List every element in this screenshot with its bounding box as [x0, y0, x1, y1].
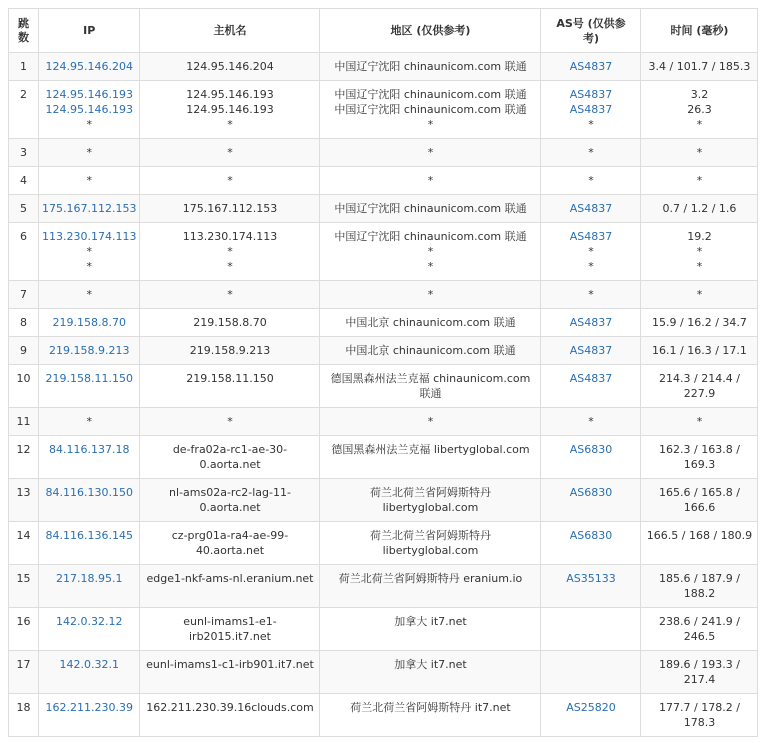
region-cell	[320, 139, 541, 167]
hostname-cell	[140, 195, 320, 223]
table-row	[9, 139, 758, 167]
time-value: 3.4 / 101.7 / 185.3	[648, 60, 751, 73]
ip-cell	[39, 195, 140, 223]
region-cell	[320, 53, 541, 81]
region-value: *	[427, 146, 434, 159]
time-value: 166.5 / 168 / 180.9	[646, 529, 753, 542]
asn-line	[544, 315, 637, 330]
ip-cell	[39, 139, 140, 167]
ip-line	[42, 442, 136, 457]
asn-link[interactable]: AS25820	[566, 701, 616, 714]
hostname-cell	[140, 167, 320, 195]
hop-cell: 4	[9, 167, 39, 195]
time-cell	[641, 436, 758, 479]
hop-cell: 6	[9, 223, 39, 281]
time-value: 26.3	[687, 103, 712, 116]
region-cell	[320, 436, 541, 479]
time-value: 16.1 / 16.3 / 17.1	[652, 344, 747, 357]
hop-cell: 18	[9, 694, 39, 737]
ip-line	[42, 371, 136, 386]
table-row	[9, 565, 758, 608]
region-value: 荷兰北荷兰省阿姆斯特丹 it7.net	[350, 701, 511, 714]
time-value: *	[696, 118, 703, 131]
table-row	[9, 281, 758, 309]
table-row	[9, 694, 758, 737]
ip-cell	[39, 651, 140, 694]
time-cell	[641, 281, 758, 309]
asn-link[interactable]: AS6830	[569, 443, 613, 456]
hop-cell: 15	[9, 565, 39, 608]
hop-cell: 9	[9, 337, 39, 365]
header-asn: AS号 (仅供参考)	[541, 9, 641, 53]
ip-cell	[39, 365, 140, 408]
region-cell	[320, 167, 541, 195]
host-value: nl-ams02a-rc2-lag-11-0.aorta.net	[169, 486, 291, 514]
header-time: 时间 (毫秒)	[641, 9, 758, 53]
time-cell	[641, 81, 758, 139]
hostname-cell	[140, 139, 320, 167]
region-cell	[320, 479, 541, 522]
table-row	[9, 195, 758, 223]
hostname-cell	[140, 81, 320, 139]
hostname-cell	[140, 565, 320, 608]
ip-cell	[39, 608, 140, 651]
table-row	[9, 608, 758, 651]
time-cell	[641, 309, 758, 337]
ip-value: *	[86, 118, 92, 131]
time-value: *	[696, 260, 703, 273]
asn-line	[544, 102, 637, 117]
ip-line	[42, 485, 136, 500]
asn-cell	[541, 408, 641, 436]
time-value: *	[696, 288, 703, 301]
asn-link[interactable]: AS4837	[569, 344, 613, 357]
host-value: *	[227, 146, 233, 159]
region-value: 加拿大 it7.net	[394, 615, 467, 628]
region-value: *	[427, 118, 434, 131]
asn-cell	[541, 608, 641, 651]
ip-line	[42, 571, 136, 586]
time-value: 165.6 / 165.8 / 166.6	[659, 486, 740, 514]
hop-cell: 3	[9, 139, 39, 167]
asn-cell	[541, 365, 641, 408]
table-row	[9, 223, 758, 281]
time-value: 185.6 / 187.9 / 188.2	[659, 572, 740, 600]
region-value: *	[427, 415, 434, 428]
hostname-cell	[140, 408, 320, 436]
asn-line	[544, 343, 637, 358]
region-cell	[320, 522, 541, 565]
region-value: 中国北京 chinaunicom.com 联通	[345, 316, 516, 329]
table-row	[9, 651, 758, 694]
region-cell	[320, 281, 541, 309]
region-value: 中国辽宁沈阳 chinaunicom.com 联通	[334, 230, 527, 243]
time-cell	[641, 565, 758, 608]
asn-cell	[541, 81, 641, 139]
time-value: 0.7 / 1.2 / 1.6	[662, 202, 737, 215]
ip-cell	[39, 223, 140, 281]
asn-line	[544, 571, 637, 586]
asn-value: *	[588, 174, 594, 187]
region-cell	[320, 608, 541, 651]
time-value: 214.3 / 214.4 / 227.9	[659, 372, 740, 400]
asn-link[interactable]: AS4837	[569, 88, 613, 101]
asn-cell	[541, 565, 641, 608]
ip-link[interactable]: 175.167.112.153	[42, 202, 137, 215]
ip-link[interactable]: 84.116.137.18	[49, 443, 130, 456]
region-cell	[320, 195, 541, 223]
region-cell	[320, 365, 541, 408]
header-ip: IP	[39, 9, 140, 53]
asn-line	[544, 528, 637, 543]
region-value: 加拿大 it7.net	[394, 658, 467, 671]
asn-value: *	[588, 260, 594, 273]
asn-cell	[541, 139, 641, 167]
hop-cell: 7	[9, 281, 39, 309]
hostname-cell	[140, 365, 320, 408]
ip-cell	[39, 81, 140, 139]
table-row	[9, 309, 758, 337]
region-cell	[320, 223, 541, 281]
table-body	[9, 53, 758, 737]
asn-line	[544, 229, 637, 244]
time-value: 189.6 / 193.3 / 217.4	[659, 658, 740, 686]
time-cell	[641, 479, 758, 522]
time-cell	[641, 522, 758, 565]
hop-cell: 11	[9, 408, 39, 436]
ip-cell	[39, 522, 140, 565]
ip-line	[42, 229, 136, 244]
hostname-cell	[140, 608, 320, 651]
ip-link[interactable]: 124.95.146.204	[45, 60, 133, 73]
traceroute-table	[8, 8, 758, 737]
asn-cell	[541, 651, 641, 694]
ip-line	[42, 700, 136, 715]
host-value: *	[227, 174, 233, 187]
hop-cell: 5	[9, 195, 39, 223]
ip-line	[42, 614, 136, 629]
table-row	[9, 81, 758, 139]
ip-link[interactable]: 219.158.11.150	[45, 372, 133, 385]
ip-cell	[39, 53, 140, 81]
ip-line	[42, 343, 136, 358]
time-value: 177.7 / 178.2 / 178.3	[659, 701, 740, 729]
ip-line	[42, 102, 136, 117]
time-value: *	[696, 174, 703, 187]
host-value: cz-prg01a-ra4-ae-99-40.aorta.net	[171, 529, 289, 557]
ip-link[interactable]: 219.158.8.70	[52, 316, 126, 329]
hop-cell: 8	[9, 309, 39, 337]
host-value: 124.95.146.193	[186, 88, 274, 101]
host-value: *	[227, 118, 233, 131]
host-value: eunl-imams1-e1-irb2015.it7.net	[183, 615, 277, 643]
region-value: 荷兰北荷兰省阿姆斯特丹 libertyglobal.com	[369, 486, 491, 514]
asn-value: *	[588, 118, 594, 131]
host-value: 124.95.146.204	[186, 60, 274, 73]
host-value: 162.211.230.39.16clouds.com	[146, 701, 314, 714]
hop-cell: 10	[9, 365, 39, 408]
ip-cell	[39, 167, 140, 195]
ip-line	[42, 315, 136, 330]
asn-cell	[541, 309, 641, 337]
time-value: *	[696, 245, 703, 258]
ip-cell	[39, 408, 140, 436]
region-value: 中国北京 chinaunicom.com 联通	[345, 344, 516, 357]
ip-line	[42, 528, 136, 543]
region-value: *	[427, 174, 434, 187]
table-row	[9, 337, 758, 365]
host-value: eunl-imams1-c1-irb901.it7.net	[146, 658, 314, 671]
ip-line	[42, 657, 136, 672]
table-header-row	[9, 9, 758, 53]
ip-link[interactable]: 124.95.146.193	[45, 88, 133, 101]
asn-link[interactable]: AS4837	[569, 372, 613, 385]
time-value: 19.2	[687, 230, 712, 243]
hostname-cell	[140, 651, 320, 694]
time-value: 238.6 / 241.9 / 246.5	[659, 615, 740, 643]
ip-value: *	[86, 260, 92, 273]
header-region: 地区 (仅供参考)	[320, 9, 541, 53]
time-cell	[641, 195, 758, 223]
ip-cell	[39, 694, 140, 737]
asn-link[interactable]: AS35133	[566, 572, 616, 585]
hop-cell: 1	[9, 53, 39, 81]
ip-cell	[39, 565, 140, 608]
ip-value: *	[86, 174, 92, 187]
table-row	[9, 522, 758, 565]
ip-value: *	[86, 288, 92, 301]
asn-cell	[541, 223, 641, 281]
ip-link[interactable]: 113.230.174.113	[42, 230, 137, 243]
host-value: edge1-nkf-ams-nl.eranium.net	[146, 572, 314, 585]
header-host: 主机名	[140, 9, 320, 53]
time-cell	[641, 139, 758, 167]
asn-link[interactable]: AS4837	[569, 316, 613, 329]
ip-line	[42, 59, 136, 74]
region-cell	[320, 81, 541, 139]
hostname-cell	[140, 309, 320, 337]
asn-value: *	[588, 245, 594, 258]
asn-link[interactable]: AS4837	[569, 60, 613, 73]
region-value: 德国黑森州法兰克福 libertyglobal.com	[331, 443, 530, 456]
asn-value: *	[588, 288, 594, 301]
region-value: 中国辽宁沈阳 chinaunicom.com 联通	[334, 88, 527, 101]
ip-line	[42, 87, 136, 102]
host-value: 124.95.146.193	[186, 103, 274, 116]
time-value: 162.3 / 163.8 / 169.3	[659, 443, 740, 471]
time-cell	[641, 694, 758, 737]
region-cell	[320, 408, 541, 436]
hostname-cell	[140, 436, 320, 479]
host-value: 175.167.112.153	[182, 202, 278, 215]
ip-link[interactable]: 162.211.230.39	[45, 701, 133, 714]
time-value: 3.2	[690, 88, 709, 101]
host-value: 219.158.8.70	[193, 316, 267, 329]
host-value: 219.158.9.213	[189, 344, 271, 357]
region-cell	[320, 309, 541, 337]
region-value: *	[427, 288, 434, 301]
asn-cell	[541, 694, 641, 737]
ip-link[interactable]: 84.116.130.150	[45, 486, 133, 499]
ip-link[interactable]: 142.0.32.12	[56, 615, 123, 628]
time-cell	[641, 337, 758, 365]
time-cell	[641, 223, 758, 281]
region-value: 中国辽宁沈阳 chinaunicom.com 联通	[334, 103, 527, 116]
asn-link[interactable]: AS4837	[569, 202, 613, 215]
asn-cell	[541, 281, 641, 309]
hop-cell: 16	[9, 608, 39, 651]
time-cell	[641, 365, 758, 408]
table-row	[9, 365, 758, 408]
ip-link[interactable]: 219.158.9.213	[49, 344, 130, 357]
host-value: *	[227, 260, 233, 273]
ip-cell	[39, 436, 140, 479]
host-value: *	[227, 415, 233, 428]
table-row	[9, 479, 758, 522]
asn-line	[544, 442, 637, 457]
hop-cell: 2	[9, 81, 39, 139]
region-cell	[320, 651, 541, 694]
time-cell	[641, 53, 758, 81]
asn-cell	[541, 53, 641, 81]
hostname-cell	[140, 522, 320, 565]
asn-link[interactable]: AS4837	[569, 103, 613, 116]
hop-cell: 13	[9, 479, 39, 522]
asn-line	[544, 485, 637, 500]
ip-cell	[39, 309, 140, 337]
ip-line	[42, 201, 136, 216]
hostname-cell	[140, 53, 320, 81]
hop-cell: 12	[9, 436, 39, 479]
time-cell	[641, 167, 758, 195]
table-row	[9, 53, 758, 81]
host-value: 219.158.11.150	[186, 372, 274, 385]
time-cell	[641, 608, 758, 651]
region-cell	[320, 337, 541, 365]
host-value: 113.230.174.113	[182, 230, 278, 243]
asn-link[interactable]: AS6830	[569, 486, 613, 499]
host-value: de-fra02a-rc1-ae-30-0.aorta.net	[172, 443, 288, 471]
table-row	[9, 408, 758, 436]
asn-cell	[541, 337, 641, 365]
asn-line	[544, 371, 637, 386]
asn-cell	[541, 522, 641, 565]
asn-cell	[541, 167, 641, 195]
region-cell	[320, 565, 541, 608]
hop-cell: 17	[9, 651, 39, 694]
region-value: *	[427, 245, 434, 258]
host-value: *	[227, 245, 233, 258]
time-value: *	[696, 146, 703, 159]
asn-line	[544, 700, 637, 715]
time-cell	[641, 408, 758, 436]
ip-cell	[39, 337, 140, 365]
ip-cell	[39, 281, 140, 309]
ip-link[interactable]: 142.0.32.1	[59, 658, 119, 671]
hostname-cell	[140, 281, 320, 309]
asn-line	[544, 87, 637, 102]
ip-value: *	[86, 245, 92, 258]
ip-link[interactable]: 217.18.95.1	[56, 572, 123, 585]
ip-link[interactable]: 84.116.136.145	[45, 529, 133, 542]
asn-link[interactable]: AS6830	[569, 529, 613, 542]
region-value: 荷兰北荷兰省阿姆斯特丹 eranium.io	[338, 572, 523, 585]
asn-line	[544, 201, 637, 216]
region-value: 荷兰北荷兰省阿姆斯特丹 libertyglobal.com	[369, 529, 491, 557]
region-value: *	[427, 260, 434, 273]
hop-cell: 14	[9, 522, 39, 565]
asn-cell	[541, 195, 641, 223]
ip-value: *	[86, 415, 92, 428]
time-value: 15.9 / 16.2 / 34.7	[652, 316, 747, 329]
region-cell	[320, 694, 541, 737]
hostname-cell	[140, 479, 320, 522]
hostname-cell	[140, 223, 320, 281]
asn-cell	[541, 436, 641, 479]
table-row	[9, 436, 758, 479]
time-cell	[641, 651, 758, 694]
region-value: 中国辽宁沈阳 chinaunicom.com 联通	[334, 60, 527, 73]
asn-cell	[541, 479, 641, 522]
hostname-cell	[140, 337, 320, 365]
asn-link[interactable]: AS4837	[569, 230, 613, 243]
asn-value: *	[588, 146, 594, 159]
time-value: *	[696, 415, 703, 428]
host-value: *	[227, 288, 233, 301]
asn-value: *	[588, 415, 594, 428]
hostname-cell	[140, 694, 320, 737]
ip-link[interactable]: 124.95.146.193	[45, 103, 133, 116]
ip-value: *	[86, 146, 92, 159]
ip-cell	[39, 479, 140, 522]
region-value: 德国黑森州法兰克福 chinaunicom.com 联通	[330, 372, 531, 400]
asn-line	[544, 59, 637, 74]
region-value: 中国辽宁沈阳 chinaunicom.com 联通	[334, 202, 527, 215]
header-hop: 跳数	[9, 9, 39, 53]
table-row	[9, 167, 758, 195]
